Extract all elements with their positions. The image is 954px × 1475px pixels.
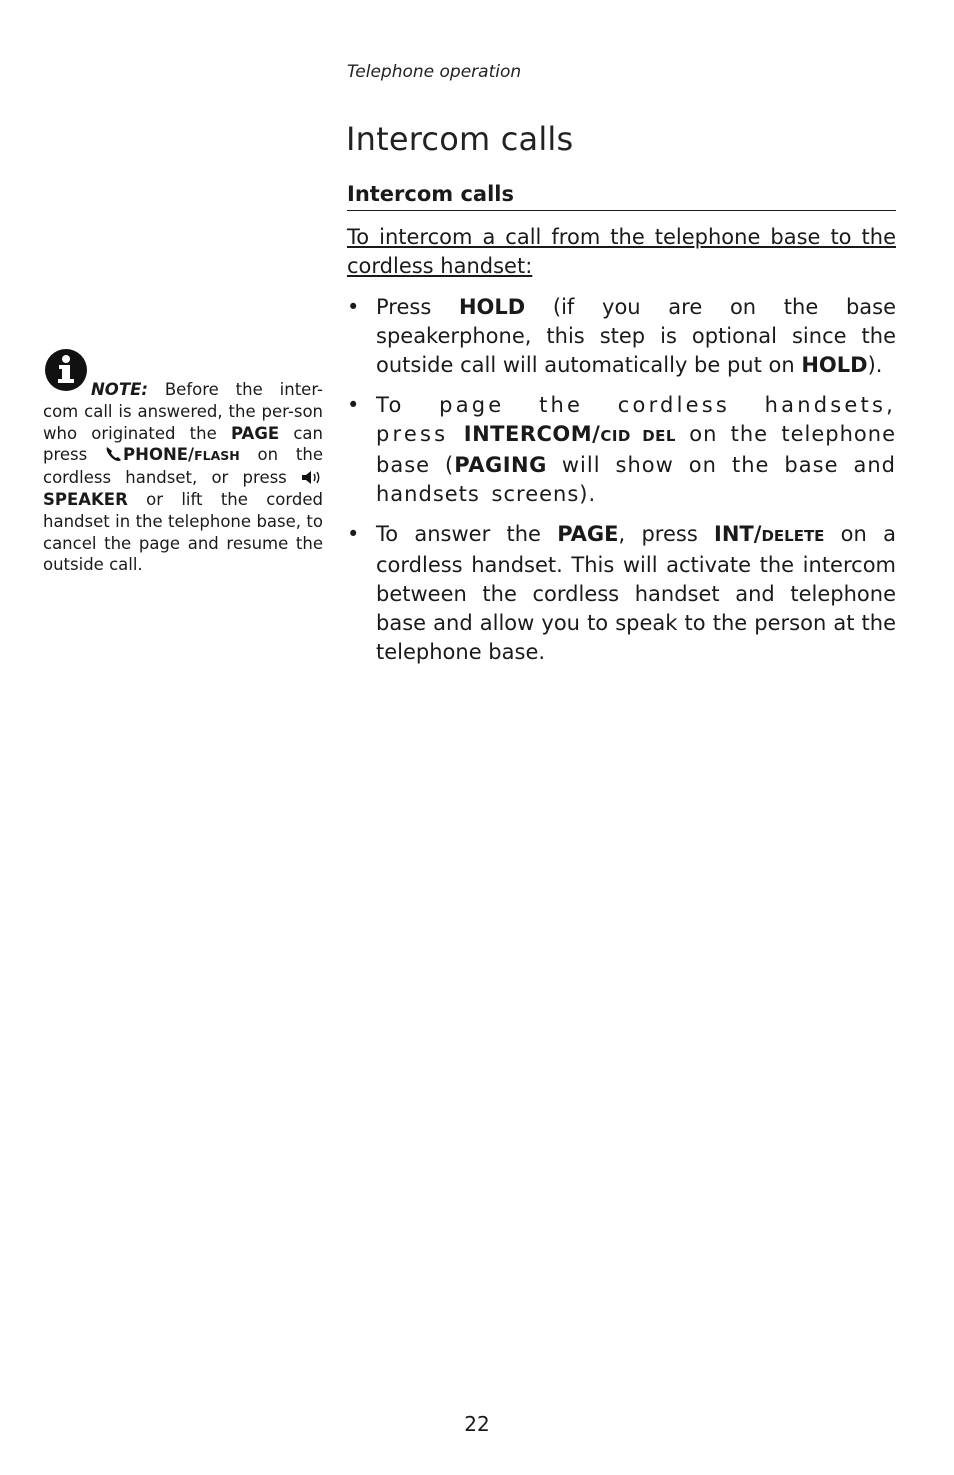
- page-number: 22: [464, 1412, 490, 1436]
- key-label: PAGE: [557, 522, 619, 546]
- phone-handset-icon: [105, 446, 123, 462]
- speaker-icon: [301, 470, 323, 485]
- page-header: Telephone operation: [347, 62, 522, 82]
- note-box: [43, 349, 323, 576]
- key-label: SPEAKER: [43, 489, 128, 509]
- info-icon: [45, 349, 87, 391]
- key-label: HOLD: [801, 353, 868, 377]
- key-label: PHONE/: [123, 445, 195, 465]
- list-item: • Press HOLD (if you are on the base speakerphone, this step is optional since the outside call will automatically be put on HOLD).: [347, 295, 896, 377]
- key-label: INT/: [714, 522, 762, 546]
- key-label: HOLD: [458, 295, 526, 319]
- key-label-small: FLASH: [194, 448, 240, 464]
- bullet: •: [347, 522, 360, 546]
- subsection-title: Intercom calls: [347, 182, 896, 211]
- list-item: • To page the cordless handsets, press INTERCOM/CID DEL on the telephone base (PAGING will show on the base and handsets screens).: [347, 393, 896, 506]
- page-title: Intercom calls: [346, 120, 574, 158]
- key-label: PAGING: [454, 453, 547, 477]
- key-label-small: CID DEL: [600, 427, 676, 445]
- list-item: • To answer the PAGE, press INT/DELETE on a cordless handset. This will activate the intercom between the cordless handset and telephone base and allow you to speak to the person at the telephone base.: [347, 522, 896, 664]
- intro-instruction: To intercom a call from the telephone base to the cordless handset:: [347, 225, 896, 278]
- key-label-small: DELETE: [761, 527, 825, 545]
- bullet: •: [347, 295, 360, 319]
- note-text: NOTE: Before the inter-com call is answered, the per-son who originated the PAGE can press PHONE/FLASH on the cordless handset, or press SPEAKER or lift the corded handset in the telephone base, to cancel the page and resume the outside call.: [43, 380, 323, 575]
- key-label: INTERCOM/: [463, 422, 601, 446]
- bullet: •: [347, 393, 363, 417]
- note-label: NOTE:: [91, 380, 148, 399]
- instruction-list: [347, 293, 896, 678]
- key-label: PAGE: [230, 423, 280, 443]
